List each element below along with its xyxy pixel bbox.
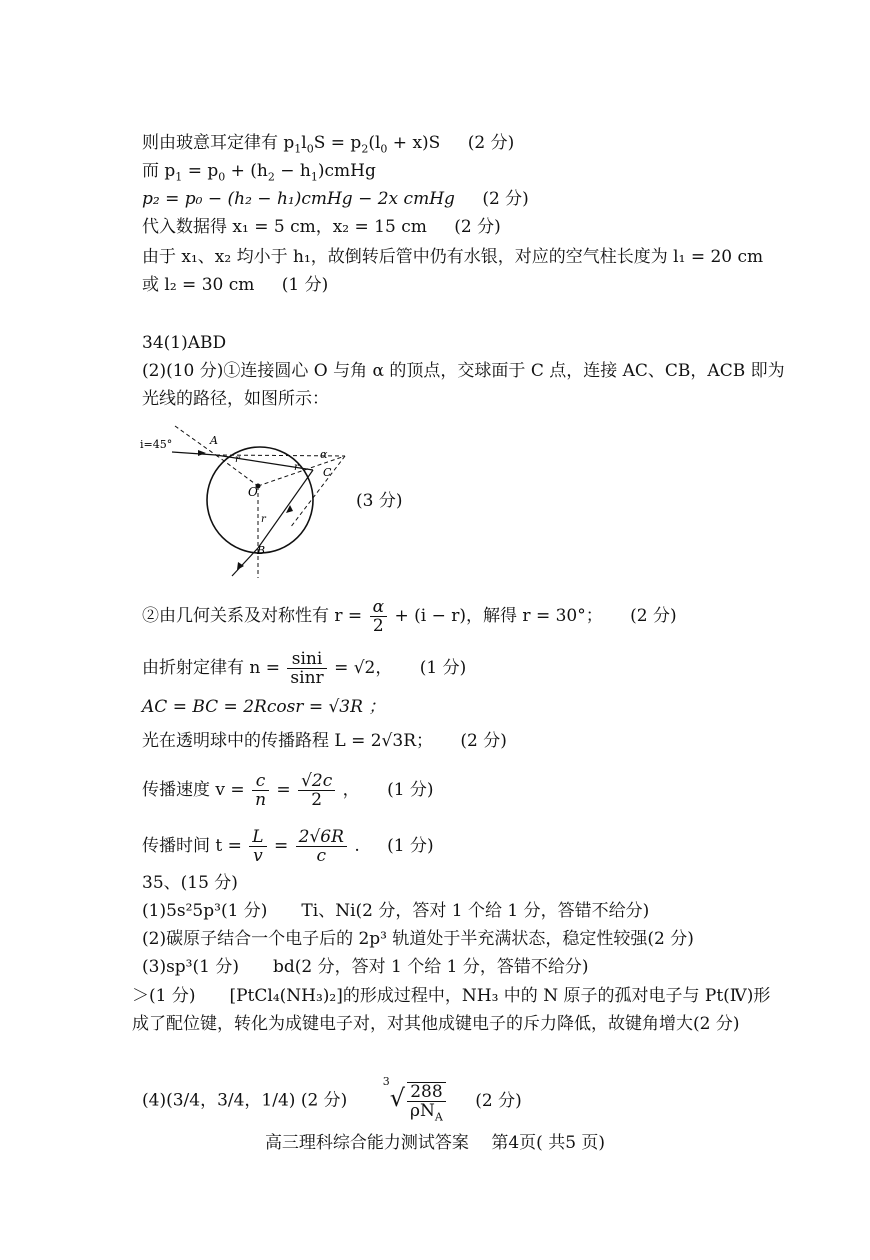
q35-part2: (2)碳原子结合一个电子后的 2p³ 轨道处于半充满状态，稳定性较强(2 分) [142,929,694,949]
boyle-law-line: 则由玻意耳定律有 $p_1l_0S = p_2(l_0 + x)S$ (2 分) [142,133,515,156]
substitution-line: 代入数据得 x₁ = 5 cm，x₂ = 15 cm (2 分) [142,217,501,237]
refraction-diagram [140,418,360,580]
p1-equation-line: 而 $p_1 = p_0 + (h_2$ − $h_1)cmHg$ [142,161,376,184]
label-c: C [323,466,332,479]
q35-title: 35、(15 分) [142,873,238,893]
score: (2 分) [454,217,501,237]
cube-root-expression: $^3$√ $\frac{288}{\rho N_A}$ [383,1091,454,1111]
fraction: $\frac{2√6R}{c}$ [296,828,347,865]
normal-oc [258,456,345,486]
label-a: A [210,434,218,447]
label-incidence: i=45° [140,438,173,451]
page-footer: 高三理科综合能力测试答案 第4页( 共5 页) [264,1133,606,1153]
label-r: r [294,462,299,473]
ac-bc-equation: AC = BC = 2Rcosr = √3R ； [142,697,386,717]
q34-part1: 34(1)ABD [142,333,227,353]
label-r: r [261,514,266,525]
fraction: $\frac{\sin i}{\sin r}$ [287,650,326,687]
arrow-head [198,450,206,456]
label-r: r [235,454,240,465]
label-b: B [257,544,266,557]
figure-score: (3 分) [356,491,403,511]
score: (2 分) [475,1090,522,1111]
fraction: $\frac{\alpha}{2}$ [370,598,387,635]
label-o: O [248,485,258,499]
conclusion-line-2: 或 l₂ = 30 cm (1 分) [142,275,329,295]
q35-part3-explanation: ＞(1 分) [PtCl₄(NH₃)₂]的形成过程中，NH₃ 中的 N 原子的孤对电子与 Pt(Ⅳ)形成了配位键，转化为成键电子对，对其他成键电子的斥力降低，故键角增大(2 分) [132,986,771,1034]
geometry-equation: ②由几何关系及对称性有 r = $\frac{\alpha}{2}$ + (i − r)，解得 r = 30°； (2 分) [142,597,677,636]
score: (2 分) [482,189,529,209]
incident-ray [172,452,216,455]
score: (2 分) [630,606,677,626]
score: (2 分) [467,133,515,153]
q35-part4: (4)(3/4，3/4，1/4) (2 分) $^3$√ $\frac{288}{\rho N_A}$ (2 分) [142,1074,522,1124]
speed-equation: 传播速度 v = $\frac{c}{n}$ = $\frac{√2c}{2}$ ， (1 分) [142,771,434,810]
fraction: $\frac{L}{v}$ [249,828,266,865]
path-length-line: 光在透明球中的传播路程 L = 2√3R； (2 分) [142,731,507,751]
p2-equation-line: p₂ = p₀ − (h₂ − h₁)cmHg − 2x cmHg (2 分) [142,189,529,209]
label-alpha: α [320,448,328,461]
fraction: $\frac{c}{n}$ [252,772,269,809]
score: (1 分) [387,836,434,856]
score: (1 分) [387,780,434,800]
time-equation: 传播时间 t = $\frac{L}{v}$ = $\frac{2√6R}{c}$ . (1 分) [142,827,434,866]
q34-part2-intro: (2)(10 分)①连接圆心 O 与角 α 的顶点，交球面于 C 点，连接 AC、CB，ACB 即为 [142,361,785,381]
exit-ray [232,548,258,576]
q34-part2-intro-cont: 光线的路径，如图所示： [142,389,329,409]
score: (1 分) [281,275,329,295]
conclusion-line: 由于 x₁、x₂ 均小于 h₁，故倒转后管中仍有水银，对应的空气柱长度为 l₁ = 20 cm [142,247,764,267]
score: (1 分) [419,658,467,678]
arrow-head [237,562,244,570]
snell-law-equation: 由折射定律有 n = $\frac{\sin i}{\sin r}$ = √2， (1 分) [142,649,467,688]
q35-part1: (1)5s²5p³(1 分) Ti、Ni(2 分，答对 1 个给 1 分，答错不给分) [142,901,650,921]
q35-part3: (3)sp³(1 分) bd(2 分，答对 1 个给 1 分，答错不给分) [142,957,589,977]
fraction: $\frac{√2c}{2}$ [298,772,335,809]
score: (2 分) [460,731,507,751]
